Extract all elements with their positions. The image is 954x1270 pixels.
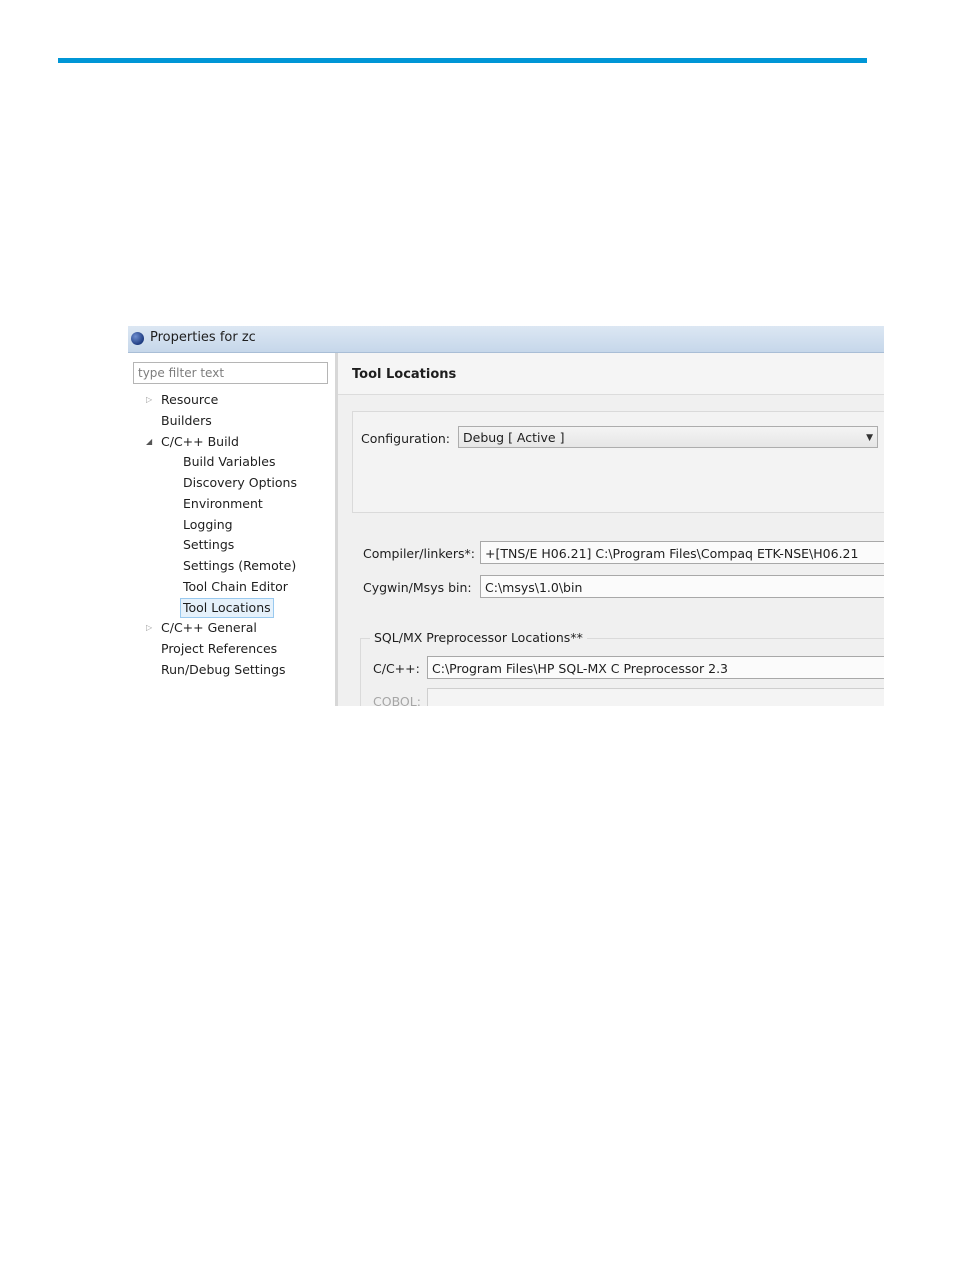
sql-mx-preprocessor-title: SQL/MX Preprocessor Locations** (370, 630, 587, 645)
preprocessor-c-field[interactable] (427, 656, 884, 679)
sidebar-item-label: Builders (161, 413, 212, 428)
tool-locations-panel (338, 353, 884, 706)
preprocessor-cobol-field[interactable] (427, 688, 884, 706)
sidebar-item-label: Resource (161, 392, 219, 407)
sidebar-item-label: Build Variables (183, 454, 276, 469)
cygwin-msys-label: Cygwin/Msys bin: (363, 580, 472, 595)
preprocessor-cobol-label: COBOL: (373, 694, 421, 706)
sidebar-item-environment[interactable] (183, 494, 263, 514)
sidebar-item-label: Settings (Remote) (183, 558, 297, 573)
eclipse-icon (131, 332, 144, 345)
sidebar-item-label: C/C++ Build (161, 434, 239, 449)
sidebar-item-label: Project References (161, 641, 278, 656)
configuration-value: Debug [ Active ] (463, 430, 565, 445)
sidebar-item-cpp-build[interactable] (146, 432, 239, 452)
preprocessor-c-label: C/C++: (373, 661, 420, 676)
compiler-linkers-value: +[TNS/E H06.21] C:\Program Files\Compaq ETK-NSE\H06.21 (485, 546, 859, 561)
sidebar-item-label: Logging (183, 517, 233, 532)
window-title: Properties for zc (150, 330, 256, 345)
sidebar-item-run-debug-settings[interactable] (161, 660, 286, 680)
sidebar-item-settings-remote[interactable] (183, 556, 296, 576)
sidebar-item-project-references[interactable] (161, 639, 277, 659)
sidebar-item-logging[interactable] (183, 515, 233, 535)
sidebar-item-label: Run/Debug Settings (161, 662, 286, 677)
sidebar-item-label: Tool Chain Editor (183, 579, 288, 594)
page-title: Tool Locations (352, 367, 457, 382)
sidebar-item-discovery-options[interactable] (183, 473, 297, 493)
panel-header (338, 353, 884, 395)
preprocessor-c-value: C:\Program Files\HP SQL-MX C Preprocessor 2.3 (432, 661, 729, 676)
triangle-down-icon[interactable]: ◢ (146, 437, 153, 446)
sidebar-item-tool-locations[interactable] (180, 598, 274, 618)
header-accent-rule (58, 58, 867, 63)
compiler-linkers-label: Compiler/linkers*: (363, 546, 475, 561)
sidebar-item-label: Discovery Options (183, 475, 297, 490)
title-bar[interactable] (128, 326, 884, 353)
properties-dialog (128, 326, 884, 706)
triangle-right-icon[interactable]: ▷ (146, 623, 153, 632)
sidebar-item-label: C/C++ General (161, 620, 257, 635)
sidebar-tree (128, 353, 335, 706)
configuration-select[interactable] (458, 426, 878, 448)
sidebar-item-label: Environment (183, 496, 263, 511)
sidebar-item-build-variables[interactable] (183, 452, 275, 472)
sidebar-item-settings[interactable] (183, 535, 234, 555)
sidebar-item-label: Settings (183, 537, 235, 552)
sidebar-item-label: Tool Locations (183, 600, 271, 615)
cygwin-msys-field[interactable] (480, 575, 884, 598)
chevron-down-icon[interactable]: ▼ (866, 433, 873, 443)
triangle-right-icon[interactable]: ▷ (146, 395, 153, 404)
sidebar-item-resource[interactable] (146, 390, 219, 410)
compiler-linkers-field[interactable] (480, 541, 884, 564)
cygwin-msys-value: C:\msys\1.0\bin (485, 580, 583, 595)
sidebar-item-cpp-general[interactable] (146, 618, 257, 638)
sidebar-item-builders[interactable] (161, 411, 212, 431)
sidebar-item-tool-chain-editor[interactable] (183, 577, 288, 597)
filter-input[interactable] (133, 362, 328, 384)
configuration-label: Configuration: (361, 431, 450, 446)
